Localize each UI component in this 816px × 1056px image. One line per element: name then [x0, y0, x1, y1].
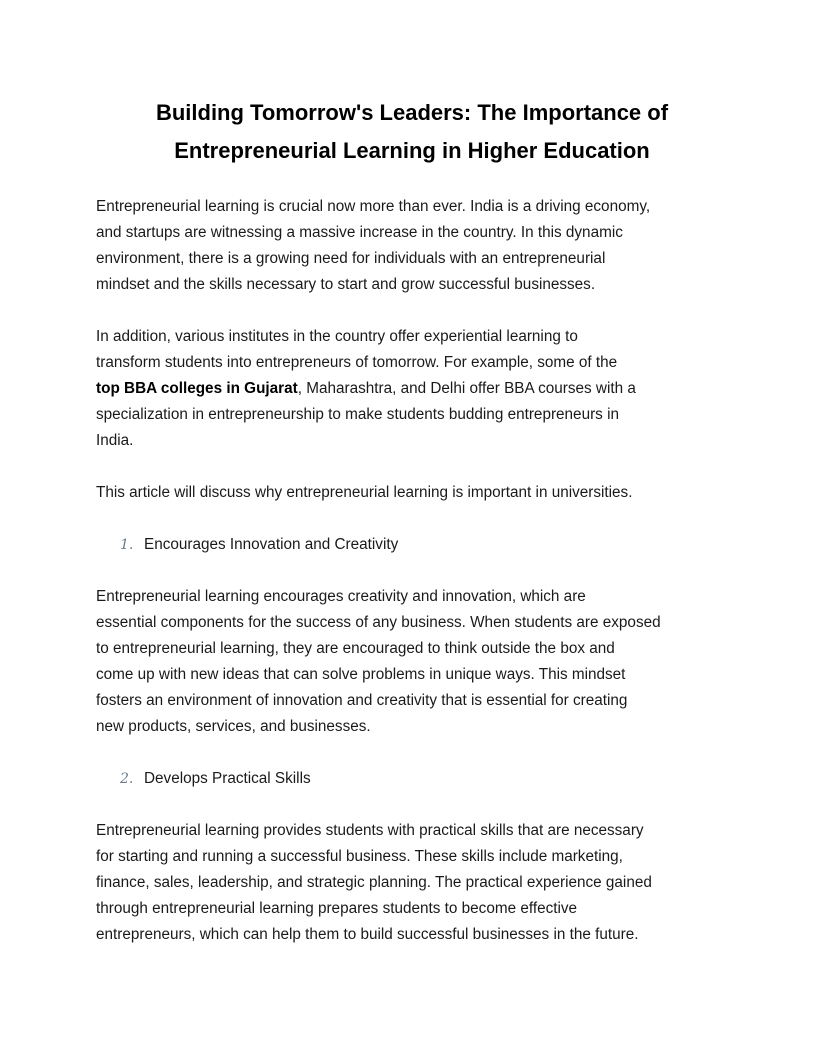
paragraph-line: fosters an environment of innovation and creativity that is essential for creating: [96, 692, 628, 709]
paragraph-line: new products, services, and businesses.: [96, 718, 371, 735]
paragraph-line: specialization in entrepreneurship to make students budding entrepreneurs in: [96, 406, 619, 423]
paragraph-line: This article will discuss why entrepreneurial learning is important in universities.: [96, 484, 633, 501]
title-line: Entrepreneurial Learning in Higher Education: [174, 138, 650, 163]
paragraph-line: and startups are witnessing a massive increase in the country. In this dynamic: [96, 224, 623, 241]
paragraph-line: come up with new ideas that can solve problems in unique ways. This mindset: [96, 666, 626, 683]
document-page: [96, 94, 728, 948]
title-line: Building Tomorrow's Leaders: The Importance of: [155, 100, 669, 125]
list-number: 2.: [120, 771, 134, 787]
intro-paragraph: [96, 194, 728, 298]
paragraph-line: Entrepreneurial learning encourages creativity and innovation, which are: [96, 588, 586, 605]
paragraph-text: , Maharashtra, and Delhi offer BBA courses with a: [297, 380, 636, 397]
institutes-paragraph: [96, 324, 728, 454]
paragraph-line: finance, sales, leadership, and strategic planning. The practical experience gained: [96, 874, 652, 891]
list-item: [96, 766, 728, 792]
paragraph-line: essential components for the success of any business. When students are exposed: [96, 614, 661, 631]
paragraph-line: through entrepreneurial learning prepares students to become effective: [96, 900, 578, 917]
document-title: [96, 94, 728, 170]
paragraph-line: transform students into entrepreneurs of tomorrow. For example, some of the: [96, 354, 618, 371]
paragraph-line: mindset and the skills necessary to start and grow successful businesses.: [96, 276, 596, 293]
paragraph-line: Entrepreneurial learning is crucial now more than ever. India is a driving economy,: [96, 198, 651, 215]
list-heading: Encourages Innovation and Creativity: [144, 536, 399, 553]
paragraph-line: to entrepreneurial learning, they are encouraged to think outside the box and: [96, 640, 615, 657]
list-number: 1.: [120, 537, 134, 553]
paragraph-line: entrepreneurs, which can help them to build successful businesses in the future.: [96, 926, 639, 943]
paragraph-line: environment, there is a growing need for individuals with an entrepreneurial: [96, 250, 606, 267]
paragraph-line: India.: [96, 432, 134, 449]
paragraph-line: [96, 376, 728, 402]
practical-skills-paragraph: [96, 818, 728, 948]
list-item: [96, 532, 728, 558]
paragraph-line: In addition, various institutes in the country offer experiential learning to: [96, 328, 578, 345]
bba-colleges-link-text: top BBA colleges in Gujarat: [96, 380, 298, 397]
paragraph-line: Entrepreneurial learning provides students with practical skills that are necessary: [96, 822, 644, 839]
innovation-paragraph: [96, 584, 728, 740]
list-heading: Develops Practical Skills: [144, 770, 311, 787]
article-purpose-paragraph: [96, 480, 728, 506]
paragraph-line: for starting and running a successful business. These skills include marketing,: [96, 848, 623, 865]
